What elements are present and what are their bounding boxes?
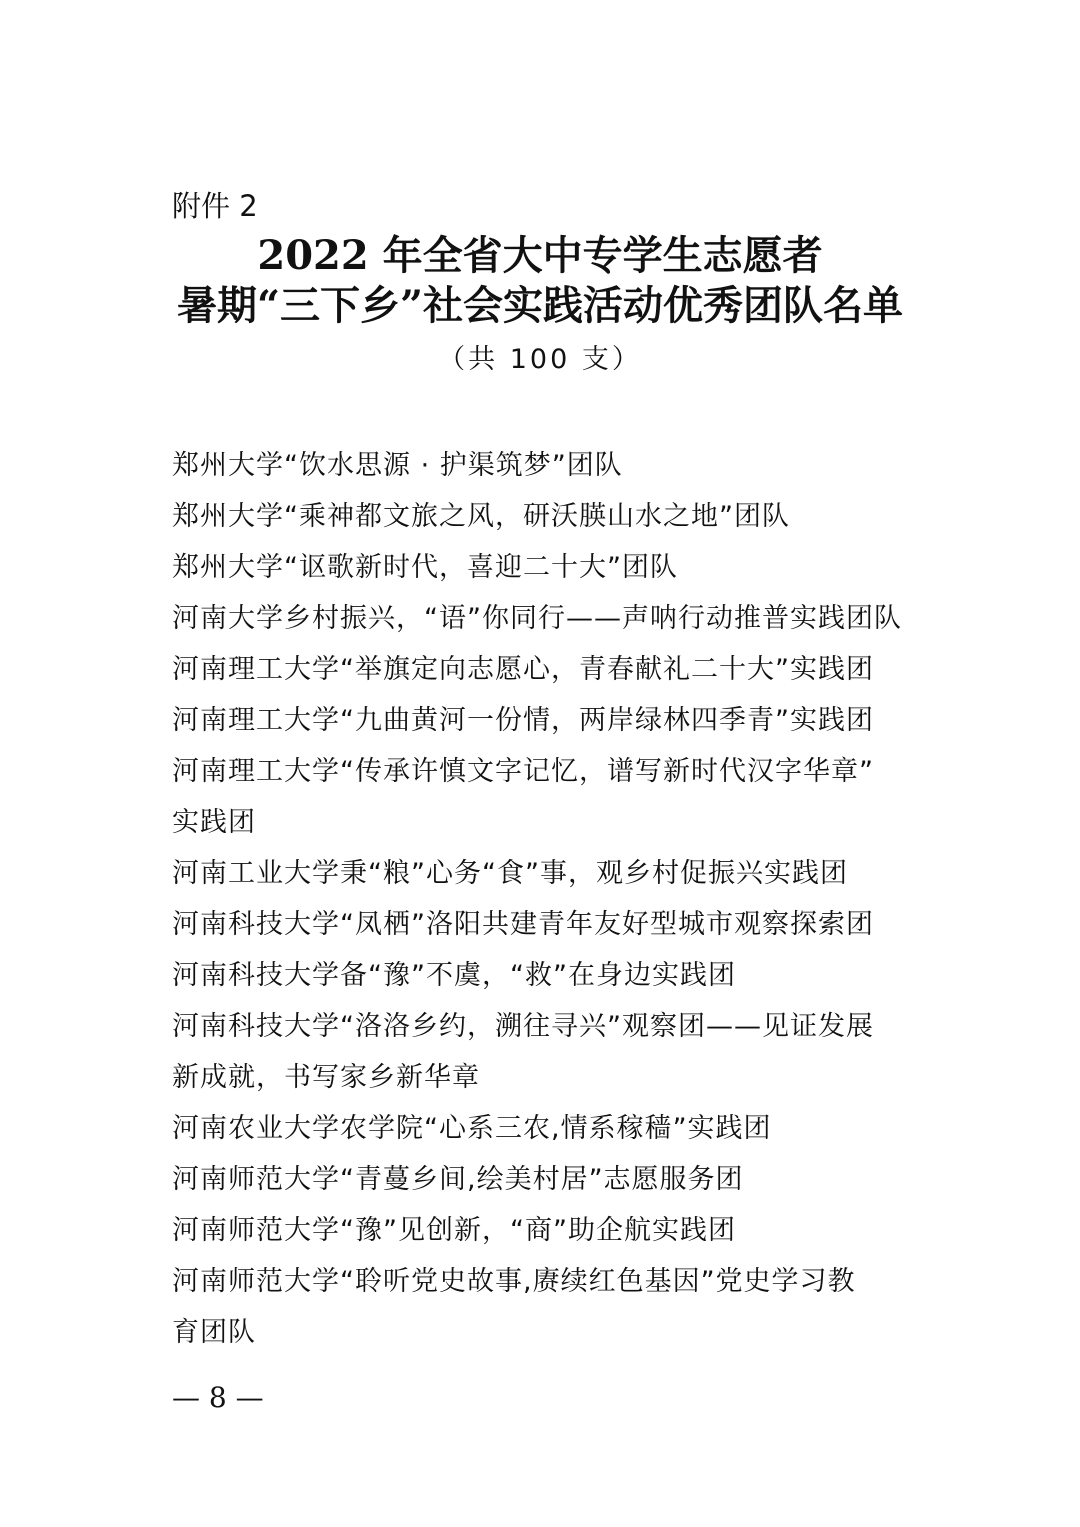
page-number: — 8 —	[172, 1381, 264, 1414]
document-title-line-2: 暑期“三下乡”社会实践活动优秀团队名单	[176, 282, 903, 329]
team-item: 河南师范大学“聆听党史故事,赓续红色基因”党史学习教 育团队	[172, 1266, 856, 1348]
team-item: 河南理工大学“传承许慎文字记忆，谱写新时代汉字华章” 实践团	[172, 756, 874, 838]
team-item: 河南科技大学“洛洛乡约，溯往寻兴”观察团——见证发展 新成就，书写家乡新华章	[172, 1011, 874, 1093]
team-item: 河南科技大学“凤栖”洛阳共建青年友好型城市观察探索团	[172, 909, 874, 940]
team-item: 河南师范大学“青蔓乡间,绘美村居”志愿服务团	[172, 1164, 744, 1195]
attachment-label: 附件 2	[172, 189, 258, 223]
team-item: 河南科技大学备“豫”不虞，“救”在身边实践团	[172, 960, 736, 991]
team-item: 河南工业大学秉“粮”心务“食”事，观乡村促振兴实践团	[172, 858, 848, 889]
team-item: 河南理工大学“举旗定向志愿心，青春献礼二十大”实践团	[172, 654, 874, 685]
team-count: （共 100 支）	[438, 344, 642, 375]
team-item: 郑州大学“乘神都文旅之风，研沃朠山水之地”团队	[172, 501, 790, 532]
team-item: 河南师范大学“豫”见创新，“商”助企航实践团	[172, 1215, 736, 1246]
document-title-line-1: 2022 年全省大中专学生志愿者	[257, 232, 823, 279]
team-list	[172, 440, 917, 1358]
team-item: 河南农业大学农学院“心系三农,情系稼穑”实践团	[172, 1113, 772, 1144]
team-item: 河南大学乡村振兴，“语”你同行——声呐行动推普实践团队	[172, 603, 902, 634]
team-item: 郑州大学“饮水思源 · 护渠筑梦”团队	[172, 450, 623, 481]
team-item: 河南理工大学“九曲黄河一份情，两岸绿林四季青”实践团	[172, 705, 874, 736]
team-item: 郑州大学“讴歌新时代，喜迎二十大”团队	[172, 552, 678, 583]
